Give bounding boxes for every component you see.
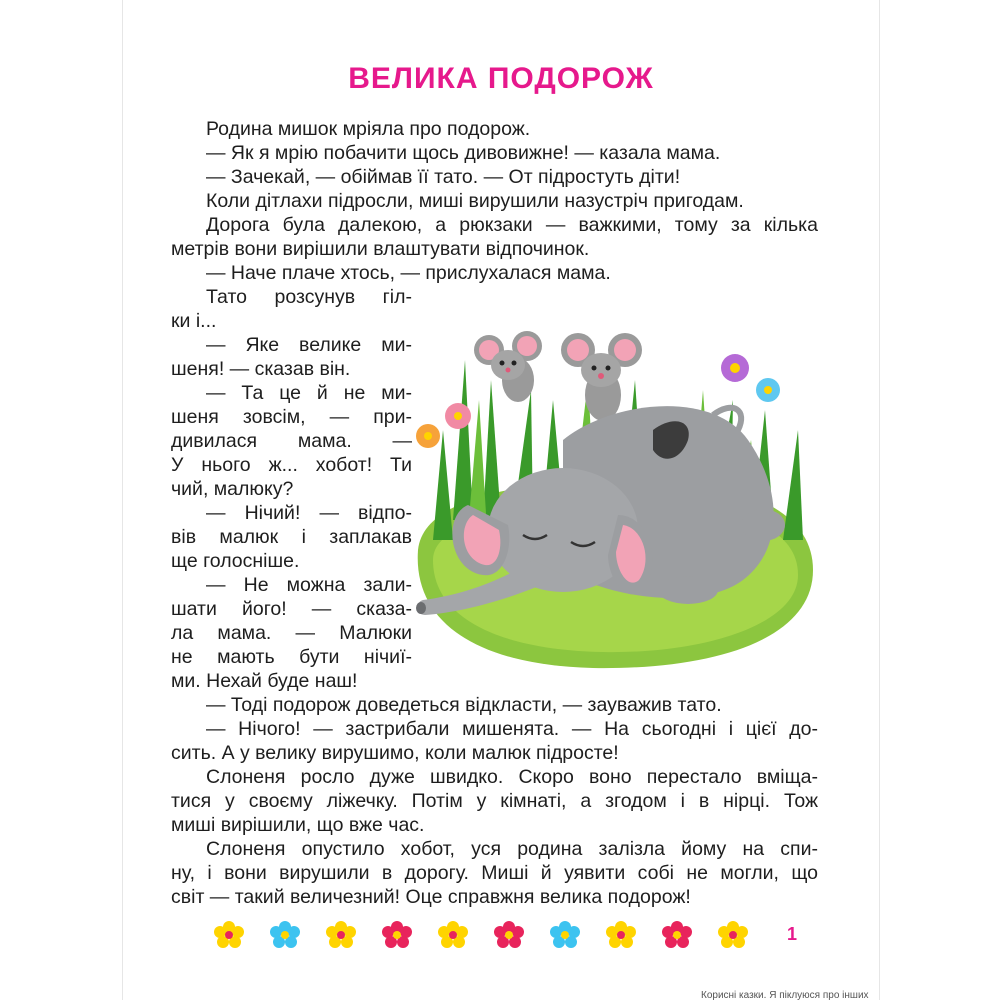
story-line: ки і...	[171, 310, 217, 332]
story-line: шати його! — сказа-	[171, 598, 412, 620]
story-line: — Нічий! — відпо-	[206, 502, 412, 524]
flower-icon	[717, 920, 749, 948]
flower-icon	[381, 920, 413, 948]
flower-icon	[605, 920, 637, 948]
story-line: вів малюк і заплакав	[171, 526, 412, 548]
story-line: ще голосніше.	[171, 550, 300, 572]
flower-purple	[721, 354, 749, 382]
story-line: шеня! — сказав він.	[171, 358, 351, 380]
story-line: Слоненя опустило хобот, уся родина залізла йому на спи-	[206, 838, 818, 860]
story-line: — Наче плаче хтось, — прислухалася мама.	[206, 262, 611, 284]
flower-icon	[549, 920, 581, 948]
story-line: метрів вони вирішили влаштувати відпочинок.	[171, 238, 590, 260]
mouse-left	[474, 331, 542, 402]
book-page	[122, 0, 880, 1000]
story-line: ну, і вони вирушили в дорогу. Миші й уявити собі не могли, що	[171, 862, 818, 884]
mouse-right	[561, 333, 642, 421]
story-line: — Тоді подорож доведеться відкласти, — зауважив тато.	[206, 694, 722, 716]
story-line: — Зачекай, — обіймав її тато. — От підростуть діти!	[206, 166, 681, 188]
story-line: Дорога була далекою, а рюкзаки — важкими, тому за кілька	[206, 214, 818, 236]
story-line: сить. А у велику вирушимо, коли малюк підросте!	[171, 742, 619, 764]
story-line: чий, малюку?	[171, 478, 294, 500]
story-line: Коли дітлахи підросли, миші вирушили назустріч пригодам.	[206, 190, 744, 212]
story-line: Слоненя росло дуже швидко. Скоро воно перестало вміща-	[206, 766, 818, 788]
story-line: тися у своєму ліжечку. Потім у кімнаті, а згодом і в нірці. Тож	[171, 790, 818, 812]
flower-pink	[445, 403, 471, 429]
flower-icon	[325, 920, 357, 948]
story-line: шеня зовсім, — при-	[171, 406, 412, 428]
story-line: — Та це й не ми-	[206, 382, 412, 404]
flower-icon	[493, 920, 525, 948]
story-line: не мають бути нічиї-	[171, 646, 412, 668]
flower-icon	[213, 920, 245, 948]
flower-icon	[661, 920, 693, 948]
flower-icon	[437, 920, 469, 948]
story-line: миші вирішили, що вже час.	[171, 814, 425, 836]
page-footer: Корисні казки. Я піклуюся про інших	[701, 990, 869, 1001]
story-line: — Як я мрію побачити щось дивовижне! — казала мама.	[206, 142, 721, 164]
story-line: дивилася мама. —	[171, 430, 412, 452]
flower-icon	[269, 920, 301, 948]
story-line: ми. Нехай буде наш!	[171, 670, 358, 692]
flower-divider	[213, 920, 753, 950]
story-line: світ — такий величезний! Оце справжня велика подорож!	[171, 886, 691, 908]
flower-orange	[416, 424, 440, 448]
flower-blue	[756, 378, 780, 402]
story-line: Родина мишок мріяла про подорож.	[206, 118, 531, 140]
page-title: ВЕЛИКА ПОДОРОЖ	[348, 62, 654, 95]
story-line: Тато розсунув гіл-	[206, 286, 412, 308]
story-line: — Нічого! — застрибали мишенята. — На сьогодні і цієї до-	[206, 718, 818, 740]
story-line: ла мама. — Малюки	[171, 622, 412, 644]
story-line: У нього ж... хобот! Ти	[171, 454, 412, 476]
elephant-mice-illustration	[413, 320, 818, 672]
story-line: — Не можна зали-	[206, 574, 412, 596]
story-line: — Яке велике ми-	[206, 334, 412, 356]
page-number: 1	[787, 924, 798, 944]
